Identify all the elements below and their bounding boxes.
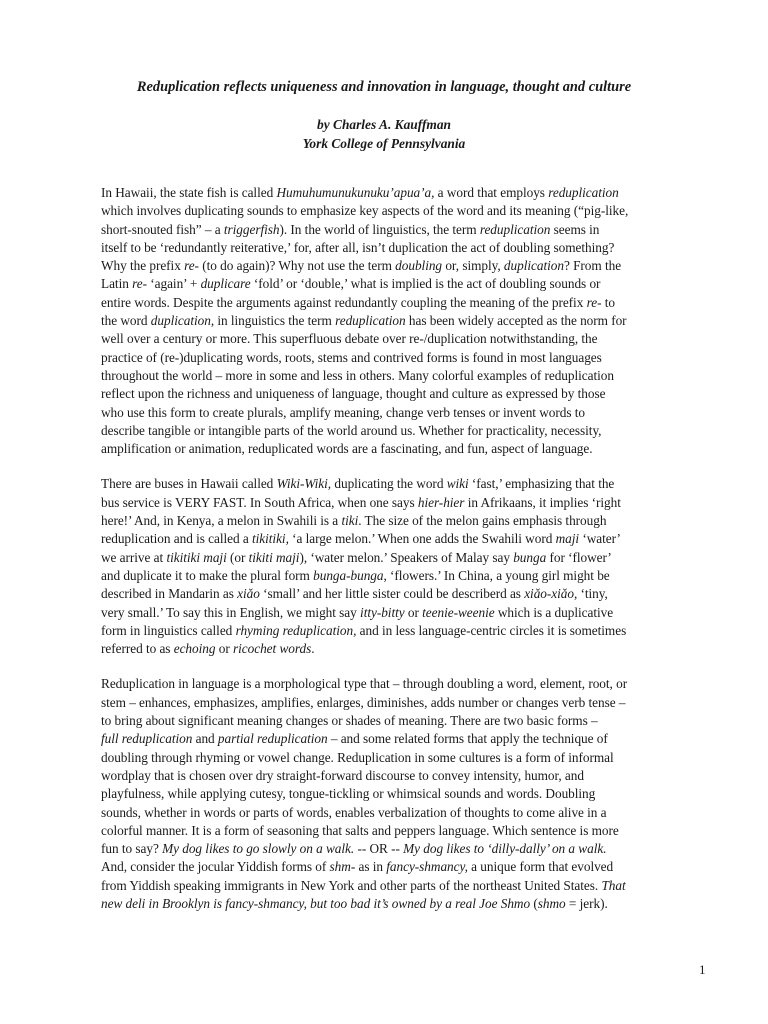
text-run: a unique form that evolved xyxy=(467,859,614,875)
italic-run: partial reduplication xyxy=(217,731,328,747)
text-run: from Yiddish speaking immigrants in New York and other parts of the northeast United States. xyxy=(101,877,602,893)
text-run: ( xyxy=(530,895,538,911)
text-line xyxy=(101,184,711,202)
text-line xyxy=(101,530,711,548)
text-line xyxy=(101,367,711,385)
text-run: In Hawaii, the state fish is called xyxy=(101,185,277,200)
text-run: ‘small’ and her little sister could be describerd as xyxy=(259,586,525,602)
italic-run: reduplication xyxy=(479,221,551,237)
author-affiliation: York College of Pennsylvania xyxy=(302,136,466,151)
italic-run: Wiki-Wiki, xyxy=(276,476,332,492)
text-line xyxy=(101,877,711,895)
text-line xyxy=(101,585,711,603)
text-line xyxy=(101,712,711,730)
text-run: amplification or animation, reduplicated words are a fascinating, and fun, aspect of language. xyxy=(101,441,593,457)
italic-run: new deli in Brooklyn is fancy-shmancy, but too bad it’s owned by a real Joe Shmo xyxy=(101,895,531,911)
italic-run: tiki xyxy=(341,513,359,529)
text-run: reduplication and is called a xyxy=(101,531,252,547)
italic-run: re- xyxy=(184,258,199,274)
text-run: or xyxy=(404,604,423,620)
italic-run: Humuhumunukunuku’apua’a, xyxy=(276,185,435,200)
text-run: well over a century or more. This superfluous debate over re-/duplication notwithstanding, the xyxy=(101,331,598,347)
text-run: bus service is VERY FAST. In South Africa, when one says xyxy=(101,494,418,510)
italic-run: xiǎo xyxy=(237,586,260,602)
text-run: the word xyxy=(101,313,151,329)
text-run: described in Mandarin as xyxy=(101,586,238,602)
text-line xyxy=(101,294,711,312)
text-run: , in linguistics the term xyxy=(210,313,336,329)
text-run: who use this form to create plurals, amplify meaning, change verb tenses or invent words to xyxy=(101,404,585,420)
text-run: = jerk). xyxy=(565,895,608,911)
text-run: form in linguistics called xyxy=(101,622,236,638)
text-run: Reduplication in language is a morphological type that – through doubling a word, element, root, or xyxy=(101,676,628,692)
text-line xyxy=(101,275,711,293)
text-run: entire words. Despite the arguments against redundantly coupling the meaning of the prefix xyxy=(101,294,587,310)
text-line xyxy=(101,202,711,220)
italic-run: rhyming reduplication, xyxy=(235,622,357,638)
text-run: to xyxy=(601,294,615,310)
italic-run: xiǎo-xiǎo xyxy=(524,586,574,602)
text-line xyxy=(101,494,711,512)
text-run: , ‘tiny, xyxy=(573,586,608,602)
text-run: or, simply, xyxy=(442,258,504,274)
text-run: ). In the world of linguistics, the term xyxy=(279,221,480,237)
italic-run: hier-hier xyxy=(417,494,465,510)
text-run: doubling through rhyming or vowel change. Reduplication in some cultures is a form of informal xyxy=(101,749,614,765)
text-line xyxy=(101,604,711,622)
italic-run: tikitiki, xyxy=(252,531,289,547)
text-run: to bring about significant meaning changes or shades of meaning. There are two basic forms – xyxy=(101,713,598,729)
text-line xyxy=(101,330,711,348)
italic-run: itty-bitty xyxy=(360,604,405,620)
text-line xyxy=(101,440,711,458)
text-run: colorful manner. It is a form of seasoning that salts and peppers language. Which sentence is more xyxy=(101,822,619,838)
text-run: Why the prefix xyxy=(101,258,185,274)
text-run: (to do again)? Why not use the term xyxy=(198,258,396,274)
italic-run: My dog likes to ‘dilly-dally’ on a walk. xyxy=(403,841,607,857)
text-run: (or xyxy=(226,549,249,565)
italic-run: tikitiki maji xyxy=(166,549,227,565)
text-run: itself to be ‘redundantly reiterative,’ for, after all, isn’t duplication the act of doubling something? xyxy=(101,239,615,255)
text-line xyxy=(101,694,711,712)
text-run: ‘a large melon.’ When one adds the Swahili word xyxy=(288,531,556,547)
paragraph-gap xyxy=(101,658,711,675)
text-run: we arrive at xyxy=(101,549,167,565)
italic-run: My dog likes to go slowly on a walk. xyxy=(162,841,355,857)
text-run: stem – enhances, emphasizes, amplifies, enlarges, diminishes, adds number or changes verb tense – xyxy=(101,694,626,710)
text-run: ‘again’ + xyxy=(146,276,201,292)
text-line xyxy=(101,730,711,748)
text-line xyxy=(101,512,711,530)
italic-run: reduplication xyxy=(548,185,619,200)
text-run: reflect upon the richness and uniqueness of language, thought and culture as expressed by those xyxy=(101,386,606,402)
text-run: as in xyxy=(355,859,387,875)
text-run: . The size of the melon gains emphasis through xyxy=(358,513,607,529)
byline xyxy=(0,115,768,153)
italic-run: shmo xyxy=(537,895,566,911)
italic-run: bunga xyxy=(513,549,547,565)
italic-run: wiki xyxy=(446,476,469,492)
text-run: which is a duplicative xyxy=(494,604,614,620)
text-line xyxy=(101,895,711,913)
text-run: Latin xyxy=(101,276,133,292)
text-run: ‘fold’ or ‘double,’ what is implied is the act of doubling sounds or xyxy=(250,276,601,292)
italic-run: shm- xyxy=(329,859,356,875)
text-line xyxy=(101,549,711,567)
text-run: a word that employs xyxy=(434,185,549,200)
text-line xyxy=(101,349,711,367)
italic-run: re- xyxy=(586,294,602,310)
body-text xyxy=(101,184,711,913)
text-run: for ‘flower’ xyxy=(546,549,612,565)
text-line xyxy=(101,822,711,840)
italic-run: tikiti maji xyxy=(248,549,300,565)
text-line xyxy=(101,622,711,640)
text-line xyxy=(101,675,711,693)
italic-run: reduplication xyxy=(335,313,406,329)
text-run: practice of (re-)duplicating words, roots, stems and contrived forms is found in most languages xyxy=(101,349,602,365)
page-number: 1 xyxy=(699,962,706,977)
paragraph xyxy=(101,184,711,458)
text-run: ‘water’ xyxy=(579,531,621,547)
text-run: and duplicate it to make the plural form xyxy=(101,567,314,583)
text-run: and in less language-centric circles it is sometimes xyxy=(356,622,627,638)
paragraph xyxy=(101,475,711,658)
text-line xyxy=(101,239,711,257)
italic-run: ricochet words xyxy=(233,641,312,657)
text-run: and xyxy=(192,731,218,747)
text-run: ‘fast,’ emphasizing that the xyxy=(468,476,615,492)
italic-run: duplication xyxy=(150,313,211,329)
text-run: very small.’ To say this in English, we might say xyxy=(101,604,361,620)
paper-title: Reduplication reflects uniqueness and innovation in language, thought and culture xyxy=(136,79,632,95)
text-run: wordplay that is chosen over dry straight-forward discourse to convey intensity, humor, and xyxy=(101,767,584,783)
italic-run: teenie-weenie xyxy=(422,604,495,620)
text-line xyxy=(101,858,711,876)
italic-run: triggerfish xyxy=(223,221,280,237)
text-run: duplicating the word xyxy=(331,476,447,492)
italic-run: bunga-bunga xyxy=(313,567,384,583)
text-run: There are buses in Hawaii called xyxy=(101,476,277,492)
text-run: sounds, whether in words or parts of words, enables verbalization of thoughts to come alive in a xyxy=(101,804,607,820)
text-line xyxy=(101,749,711,767)
author-name: by Charles A. Kauffman xyxy=(317,117,451,132)
text-run: or xyxy=(215,641,233,657)
italic-run: re- xyxy=(132,276,147,292)
text-run: short-snouted fish” – a xyxy=(101,221,224,237)
paragraph-gap xyxy=(101,458,711,475)
text-run: ? From the xyxy=(563,258,622,274)
text-run: – and some related forms that apply the technique of xyxy=(327,731,608,747)
text-run: , ‘flowers.’ In China, a young girl might be xyxy=(383,567,610,583)
text-run: describe tangible or intangible parts of the world around us. Whether for practicality, necessity, xyxy=(101,422,602,438)
text-line xyxy=(101,475,711,493)
text-line xyxy=(101,785,711,803)
paragraph xyxy=(101,675,711,913)
text-run: which involves duplicating sounds to emphasize key aspects of the word and its meaning (“pig-like, xyxy=(101,203,629,219)
text-line xyxy=(101,767,711,785)
text-run: in Afrikaans, it implies ‘right xyxy=(464,494,621,510)
text-run: throughout the world – more in some and less in others. Many colorful examples of reduplication xyxy=(101,367,614,383)
italic-run: echoing xyxy=(173,641,216,657)
text-run: ), ‘water melon.’ Speakers of Malay say xyxy=(299,549,514,565)
text-line xyxy=(101,840,711,858)
italic-run: duplicare xyxy=(200,276,251,292)
text-run: seems in xyxy=(550,221,600,237)
italic-run: doubling xyxy=(395,258,443,274)
text-run: -- OR -- xyxy=(354,841,404,857)
text-line xyxy=(101,221,711,239)
text-run: And, consider the jocular Yiddish forms of xyxy=(101,859,330,875)
italic-run: maji xyxy=(555,531,580,547)
text-line xyxy=(101,312,711,330)
text-run: here!’ And, in Kenya, a melon in Swahili is a xyxy=(101,513,342,529)
text-line xyxy=(101,385,711,403)
text-run: has been widely accepted as the norm for xyxy=(405,313,627,329)
text-line xyxy=(101,422,711,440)
text-line xyxy=(101,567,711,585)
text-run: . xyxy=(311,641,315,657)
text-line xyxy=(101,804,711,822)
italic-run: fancy-shmancy, xyxy=(386,859,468,875)
text-run: fun to say? xyxy=(101,841,163,857)
text-line xyxy=(101,640,711,658)
text-run: referred to as xyxy=(101,641,174,657)
text-run: playfulness, while applying cutesy, tongue-tickling or whimsical sounds and words. Doubling xyxy=(101,786,596,802)
italic-run: full reduplication xyxy=(101,731,193,747)
italic-run: duplication xyxy=(503,258,564,274)
text-line xyxy=(101,257,711,275)
italic-run: That xyxy=(601,877,626,893)
text-line xyxy=(101,404,711,422)
